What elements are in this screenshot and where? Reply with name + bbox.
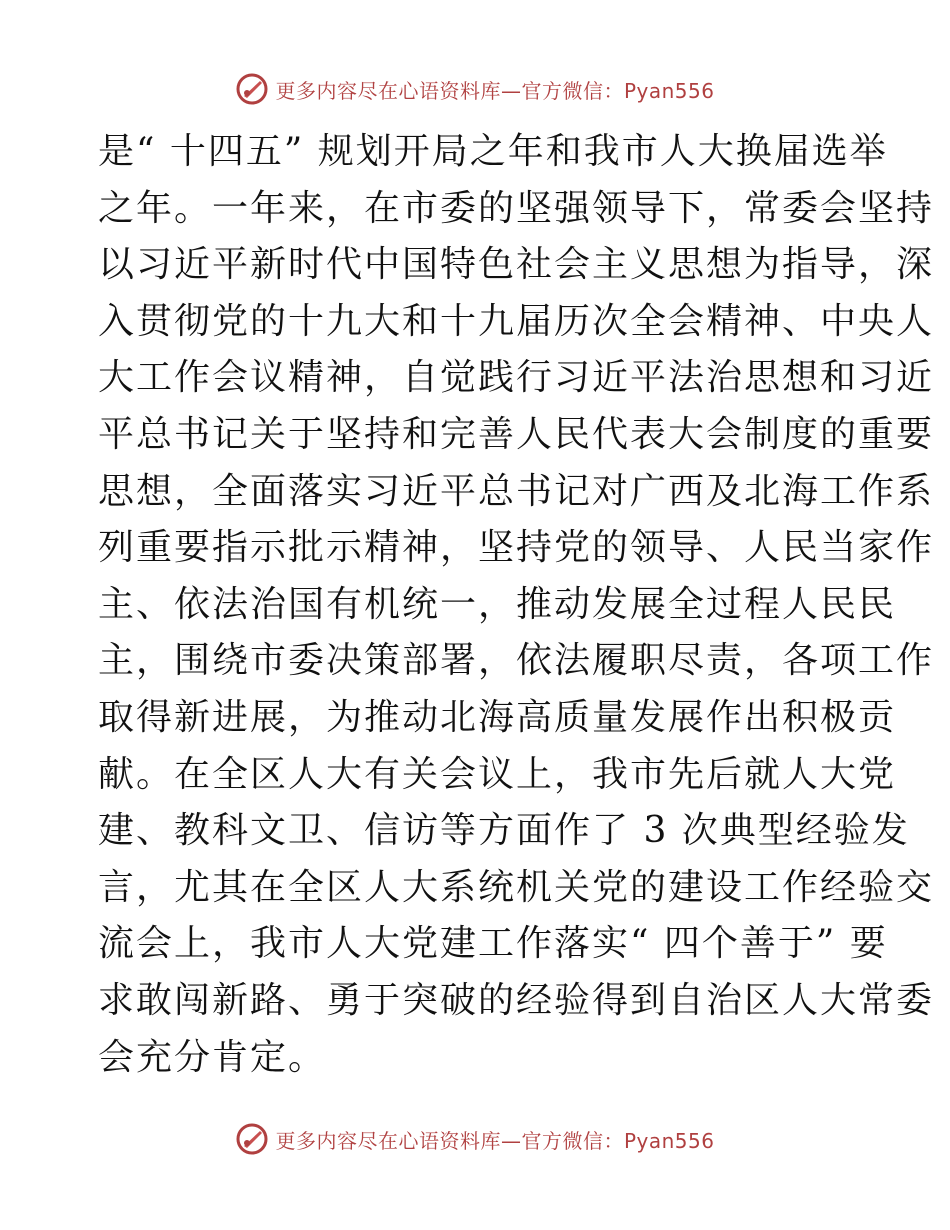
- document-body: [98, 124, 935, 1086]
- brush-logo-icon: [235, 72, 269, 106]
- body-line: 平总书记关于坚持和完善人民代表大会制度的重要: [98, 413, 935, 455]
- body-line: 之年。一年来，在市委的坚强领导下，常委会坚持: [98, 187, 935, 229]
- body-line: 求敢闯新路、勇于突破的经验得到自治区人大常委: [98, 979, 935, 1021]
- header-banner-text: 更多内容尽在心语资料库—官方微信：Pyan556: [275, 78, 715, 103]
- body-line: 主、依法治国有机统一，推动发展全过程人民民: [98, 583, 897, 625]
- body-line: 取得新进展，为推动北海高质量发展作出积极贡: [98, 696, 897, 738]
- body-line: 列重要指示批示精神，坚持党的领导、人民当家作: [98, 527, 935, 569]
- footer-banner: [0, 1122, 950, 1156]
- body-line: 大工作会议精神，自觉践行习近平法治思想和习近: [98, 357, 935, 399]
- body-line: 流会上，我市人大党建工作落实“ 四个善于” 要: [98, 923, 888, 965]
- body-line: 言，尤其在全区人大系统机关党的建设工作经验交: [98, 866, 935, 908]
- brush-logo-icon: [235, 1122, 269, 1156]
- body-line: 建、教科文卫、信访等方面作了 3 次典型经验发: [98, 810, 910, 852]
- footer-banner-text: 更多内容尽在心语资料库—官方微信：Pyan556: [275, 1128, 715, 1153]
- header-banner: [0, 72, 950, 106]
- body-line: 献。在全区人大有关会议上，我市先后就人大党: [98, 753, 897, 795]
- body-line: 主，围绕市委决策部署，依法履职尽责，各项工作: [98, 640, 935, 682]
- body-line: 会充分肯定。: [98, 1036, 327, 1078]
- body-line: 以习近平新时代中国特色社会主义思想为指导，深: [98, 244, 935, 286]
- body-line: 是“ 十四五” 规划开局之年和我市人大换届选举: [98, 131, 888, 172]
- body-line: 思想，全面落实习近平总书记对广西及北海工作系: [98, 470, 935, 512]
- body-line: 入贯彻党的十九大和十九届历次全会精神、中央人: [98, 300, 935, 342]
